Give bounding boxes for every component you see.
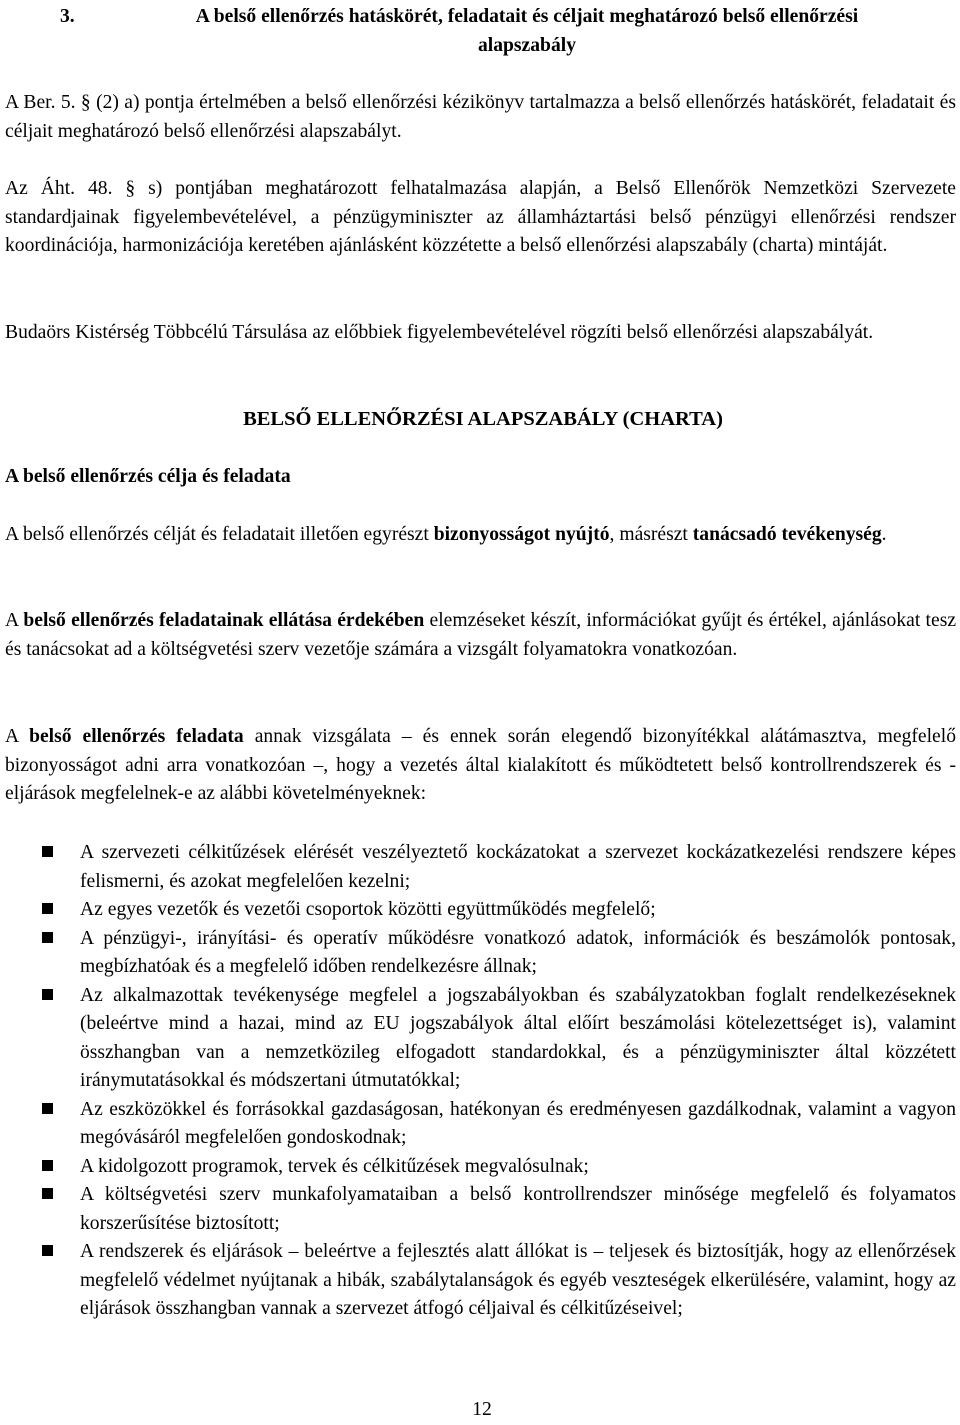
tasks-text-2: elemzéseket készít, információkat gyűjt és értékel, ajánlásokat tesz és tanácsokat ad a költségvetési szerv vezetője számára a vizsgált folyamatokra vonatkozóan.	[5, 610, 957, 660]
paragraph-ber-reference: A Ber. 5. § (2) a) pontja értelmében a belső ellenőrzési kézikönyv tartalmazza a belső ellenőrzés hatáskörét, feladatait és céljait meghatározó belső ellenőrzési alapszabályt.	[5, 92, 956, 142]
square-bullet-icon	[42, 1245, 53, 1256]
requirements-list	[5, 839, 956, 1324]
list-item	[5, 896, 956, 925]
section-title-line-1: A belső ellenőrzés hatáskörét, feladatait és céljait meghatározó belső ellenőrzési	[195, 6, 859, 27]
definition-emphasis: belső ellenőrzés feladata	[29, 726, 244, 747]
paragraph-task-definition	[5, 723, 956, 809]
square-bullet-icon	[42, 1160, 53, 1171]
list-item-text: Az eszközökkel és forrásokkal gazdaságosan, hatékonyan és eredményesen gazdálkodnak, valamint a vagyon megóvásáról megfelelően gondoskodnak;	[80, 1098, 956, 1148]
tasks-emphasis: belső ellenőrzés feladatainak ellátása érdekében	[23, 610, 425, 631]
purpose-subheading: A belső ellenőrzés célja és feladata	[5, 466, 291, 487]
section-title	[98, 3, 956, 60]
section-title-line-2: alapszabály	[478, 34, 576, 56]
charta-title: BELSŐ ELLENŐRZÉSI ALAPSZABÁLY (CHARTA)	[243, 408, 723, 430]
page-number: 12	[472, 1399, 492, 1420]
square-bullet-icon	[42, 989, 53, 1000]
list-item-text: Az alkalmazottak tevékenysége megfelel a jogszabályokban és szabályzatokban foglalt rendelkezéseknek (beleértve mind a hazai, mind az EU jogszabályok által előírt beszámolási kötelezettséget is), valamint összhangban van a nemzetközileg elfogadott standardokkal, és a pénzügyminiszter által közzétett iránymutatásokkal és módszertani útmutatókkal;	[80, 984, 956, 1091]
square-bullet-icon	[42, 932, 53, 943]
list-item-text: A szervezeti célkitűzések elérését veszélyeztető kockázatokat a szervezet kockázatkezelési rendszere képes felismerni, és azokat megfelelően kezelni;	[80, 842, 956, 892]
purpose-text: A belső ellenőrzés célját és feladatait illetően egyrészt	[5, 524, 434, 545]
list-item	[5, 925, 956, 982]
purpose-text-2: , másrészt	[609, 524, 693, 545]
definition-text: A	[5, 726, 30, 747]
section-number: 3.	[60, 6, 75, 27]
list-item-text: Az egyes vezetők és vezetői csoportok közötti együttműködés megfelelő;	[80, 899, 656, 920]
paragraph-tasks	[5, 607, 956, 664]
purpose-consulting: tanácsadó tevékenység	[692, 524, 882, 545]
square-bullet-icon	[42, 1103, 53, 1114]
list-item-text: A rendszerek és eljárások – beleértve a fejlesztés alatt állókat is – teljesek és biztosítják, hogy az ellenőrzések megfelelő védelmet nyújtanak a hibák, szabálytalanságok és egyéb veszteségek elkerülésére, valamint, hogy az eljárások összhangban vannak a szervezet átfogó céljaival és célkitűzéseivel;	[80, 1241, 956, 1319]
paragraph-aht-authorization: Az Áht. 48. § s) pontjában meghatározott felhatalmazása alapján, a Belső Ellenőrök Nemzetközi Szervezete standardjainak figyelembevételével, a pénzügyminiszter az államháztartási belső pénzügyi ellenőrzési rendszer koordinációja, harmonizációja keretében ajánlásként közzétette a belső ellenőrzési alapszabály (charta) mintáját.	[5, 178, 956, 256]
list-item	[5, 1181, 956, 1238]
square-bullet-icon	[42, 846, 53, 857]
paragraph-budaors-statement: Budaörs Kistérség Többcélú Társulása az előbbiek figyelembevételével rögzíti belső ellenőrzési alapszabályát.	[5, 322, 874, 343]
paragraph-purpose	[5, 521, 956, 550]
list-item	[5, 982, 956, 1096]
tasks-text: A	[5, 610, 24, 631]
list-item	[5, 839, 956, 896]
list-item-text: A kidolgozott programok, tervek és célkitűzések megvalósulnak;	[80, 1155, 589, 1177]
list-item-text: A költségvetési szerv munkafolyamataiban a belső kontrollrendszer minősége megfelelő és folyamatos korszerűsítése biztosított;	[80, 1184, 956, 1234]
square-bullet-icon	[42, 903, 53, 914]
list-item-text: A pénzügyi-, irányítási- és operatív működésre vonatkozó adatok, információk és beszámolók pontosak, megbízhatóak és a megfelelő időben rendelkezésre állnak;	[80, 927, 956, 977]
list-item	[5, 1153, 956, 1182]
list-item	[5, 1238, 956, 1324]
list-item	[5, 1096, 956, 1153]
purpose-text-3: .	[881, 524, 887, 545]
purpose-assurance: bizonyosságot nyújtó	[433, 524, 610, 545]
definition-text-2: annak vizsgálata – és ennek során elegendő bizonyítékkal alátámasztva, megfelelő bizonyosságot adni arra vonatkozóan –, hogy a vezetés által kialakított és működtetett belső kontrollrendszerek és -eljárások megfelelnek-e az alábbi követelményeknek:	[5, 726, 956, 804]
square-bullet-icon	[42, 1188, 53, 1199]
